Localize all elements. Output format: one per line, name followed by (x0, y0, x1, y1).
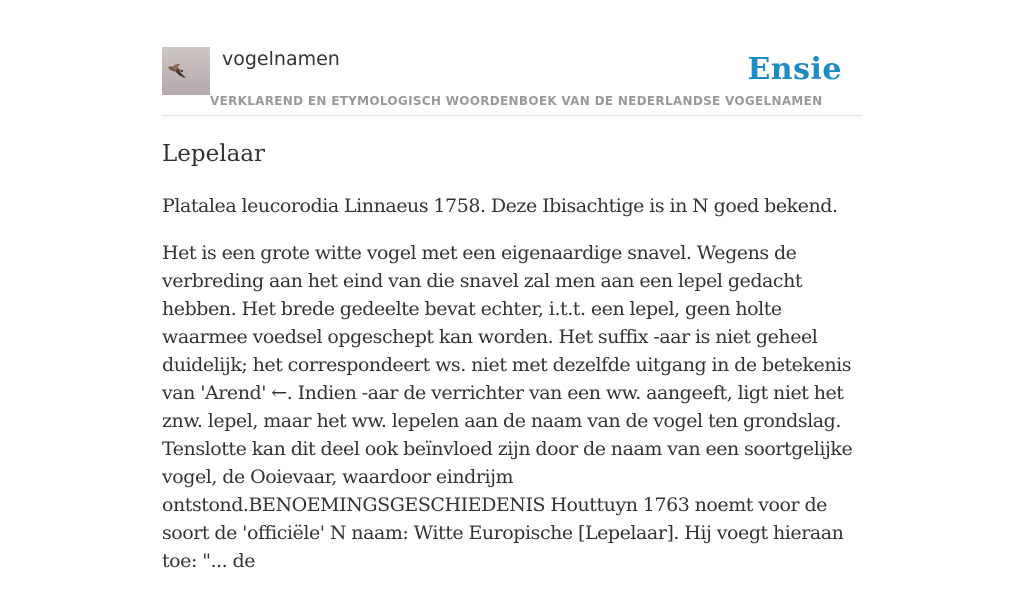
dictionary-header (162, 44, 862, 116)
entry-paragraph: Platalea leucorodia Linnaeus 1758. Deze Ibisachtige is in N goed bekend. (162, 195, 838, 217)
dictionary-avatar[interactable] (162, 47, 210, 95)
dictionary-name-link[interactable]: vogelnamen (222, 48, 340, 70)
ensie-logo[interactable]: Ensie (747, 52, 842, 87)
entry-title: Lepelaar (162, 141, 265, 167)
entry-body (162, 192, 862, 594)
dictionary-subtitle: VERKLAREND EN ETYMOLOGISCH WOORDENBOEK VAN DE NEDERLANDSE VOGELNAMEN (210, 94, 823, 108)
entry-paragraph: Het is een grote witte vogel met een eigenaardige snavel. Wegens de verbreding aan het eind van die snavel zal men aan een lepel gedacht hebben. Het brede gedeelte bevat echter, i.t.t. een lepel, geen holte waarmee voedsel opgeschept kan worden. Het suffix -aar is niet geheel duidelijk; het correspondeert ws. niet met dezelfde uitgang in de betekenis van 'Arend' ←. Indien -aar de verrichter van een ww. aangeeft, ligt niet het znw. lepel, maar het ww. lepelen aan de naam van de vogel ten grondslag. Tenslotte kan dit deel ook beïnvloed zijn door de naam van een soortgelijke vogel, de Ooievaar, waardoor eindrijm ontstond.BENOEMINGSGESCHIEDENIS Houttuyn 1763 noemt voor de soort de 'officiële' N naam: Witte Europische [Lepelaar]. Hij voegt hieraan toe: "... de (162, 242, 853, 572)
bird-photo-icon (162, 47, 210, 95)
